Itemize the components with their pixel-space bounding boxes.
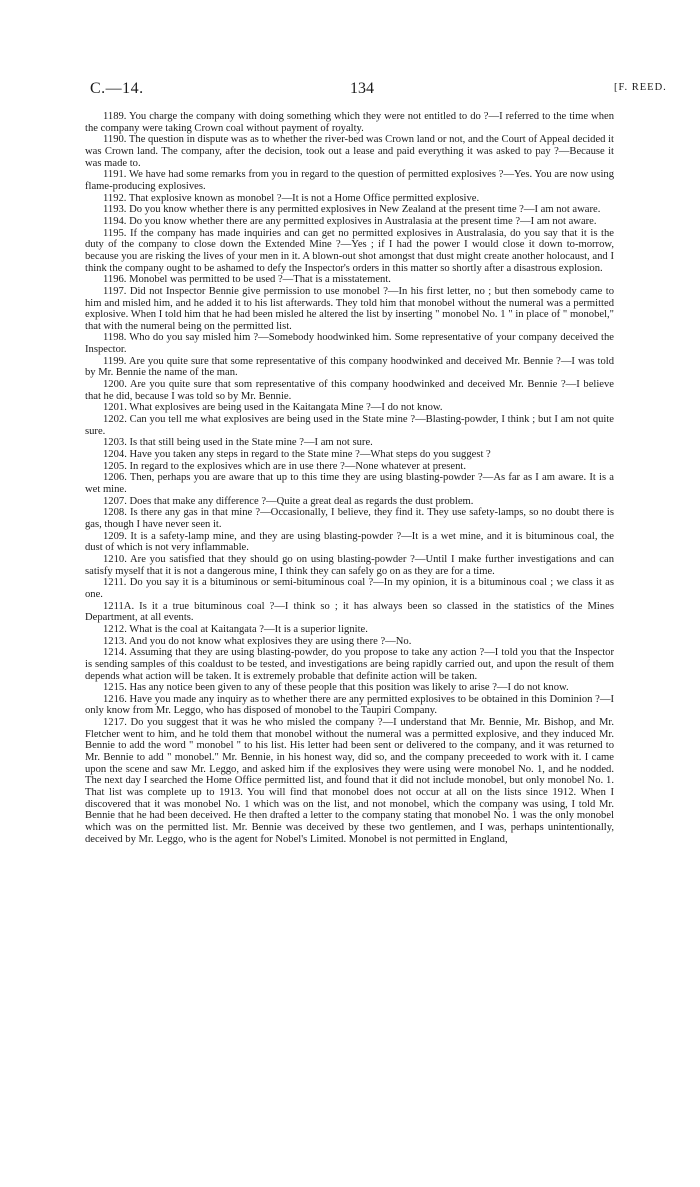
paragraph: 1201. What explosives are being used in the Kaitangata Mine ?—I do not know.	[103, 402, 443, 414]
paragraph: 1194. Do you know whether there are any permitted explosives in Australasia at the present time ?—I am not aware.	[103, 215, 597, 227]
paragraph: 1193. Do you know whether there is any permitted explosives in New Zealand at the present time ?—I am not aware.	[103, 204, 601, 216]
paragraph: 1205. In regard to the explosives which are in use there ?—None whatever at present.	[103, 460, 467, 472]
paragraph: 1199. Are you quite sure that some representative of this company hoodwinked and deceived Mr. Bennie ?—I was told by Mr. Bennie the name of the man.	[85, 355, 614, 379]
paragraph: 1216. Have you made any inquiry as to whether there are any permitted explosives to be obtained in this Dominion ?—I only know from Mr. Leggo, who has disposed of monobel to the Taupiri Company.	[85, 693, 614, 717]
paragraph: 1208. Is there any gas in that mine ?—Occasionally, I believe, they find it. They use safety-lamps, so no doubt there is gas, though I have never seen it.	[85, 507, 614, 530]
paragraph: 1211. Do you say it is a bituminous or semi-bituminous coal ?—In my opinion, it is a bituminous coal ; we class it as one.	[85, 577, 614, 600]
paragraph: 1207. Does that make any difference ?—Quite a great deal as regards the dust problem.	[103, 495, 474, 507]
paragraph: 1192. That explosive known as monobel ?—It is not a Home Office permitted explosive.	[103, 192, 480, 204]
paragraph: 1206. Then, perhaps you are aware that up to this time they are using blasting-powder ?—As far as I am aware. It is a wet mine.	[85, 472, 614, 495]
paragraph: 1215. Has any notice been given to any of these people that this position was likely to arise ?—I do not know.	[103, 682, 569, 694]
page-number: 134	[350, 80, 374, 97]
paragraph: 1217. Do you suggest that it was he who misled the company ?—I understand that Mr. Bennie, Mr. Bishop, and Mr. Fletcher went to him, and he told them that monobel without the numeral was a permitted explosive, and they induced Mr. Bennie to add the word " monobel " to his list. His letter had been sent or delivered to the company, and it was returned to Mr. Bennie to add " monobel." Mr. Bennie, in his honest way, did so, and the company preceeded to work with it. I came upon the scene and saw Mr. Leggo, and asked him if the explosives they were using were monobel No. 1, and he nodded. The next day I searched the Home Office permitted list, and found that it did not include monobel, but only monobel No. 1. That list was complete up to 1913. You will find that monobel does not occur at all on the lists since 1912. When I discovered that it was monobel No. 1 which was on the list, and not monobel, which the company was using, I told Mr. Bennie that he had been deceived. He then drafted a letter to the company stating that monobel No. 1 was the only monobel which was on the permitted list. Mr. Bennie was deceived by these two gentlemen, and I was, perhaps unintentionally, deceived by Mr. Leggo, who is the agent for Nobel's Limited. Monobel is not permitted in England,	[85, 717, 614, 845]
paragraph: 1203. Is that still being used in the State mine ?—I am not sure.	[103, 437, 373, 449]
evidence-text	[85, 111, 614, 845]
paragraph: 1197. Did not Inspector Bennie give permission to use monobel ?—In his first letter, no ; but then somebody came to him and misled him, and he added it to his list afterwards. They told him that monobel without the numeral was a permitted explosive. When I told him that he had been misled he altered the list by inserting " monobel No. 1 " in place of " monobel," that with the numeral being on the permitted list.	[85, 285, 614, 332]
paragraph: 1204. Have you taken any steps in regard to the State mine ?—What steps do you suggest ?	[103, 449, 491, 461]
paragraph: 1211A. Is it a true bituminous coal ?—I think so ; it has always been so classed in the statistics of the Mines Department, at all events.	[85, 600, 614, 624]
paragraph: 1214. Assuming that they are using blasting-powder, do you propose to take any action ?—I told you that the Inspector is sending samples of this coaldust to be tested, and investigations are being rapidly carried out, and upon the result of them depends what action will be taken. It is extremely probable that definite action will be taken.	[85, 647, 614, 682]
paragraph: 1212. What is the coal at Kaitangata ?—It is a superior lignite.	[103, 623, 368, 635]
paragraph: 1200. Are you quite sure that som representative of this company hoodwinked and deceived Mr. Bennie ?—I believe that he did, because I was told so by Mr. Bennie.	[85, 379, 614, 402]
paragraph: 1195. If the company has made inquiries and can get no permitted explosives in Australasia, do you say that it is the duty of the company to close down the Extended Mine ?—Yes ; if I had the power I would close it down to-morrow, because you are risking the lives of your men in it. A blown-out shot amongst that dust might create another holocaust, and I think the company ought to be ashamed to defy the Inspector's orders in this matter so shortly after a disastrous explosion.	[85, 227, 614, 274]
witness-name: [F. REED.	[614, 82, 667, 93]
paper-reference: C.—14.	[90, 80, 144, 97]
paragraph: 1198. Who do you say misled him ?—Somebody hoodwinked him. Some representative of your company deceived the Inspector.	[85, 332, 614, 356]
paragraph: 1213. And you do not know what explosives they are using there ?—No.	[103, 635, 412, 647]
paragraph: 1202. Can you tell me what explosives are being used in the State mine ?—Blasting-powder, I think ; but I am not quite sure.	[85, 414, 614, 437]
paragraph: 1210. Are you satisfied that they should go on using blasting-powder ?—Until I make further investigations and can satisfy myself that it is not a dangerous mine, I think they can safely go on as they are for a time.	[85, 553, 614, 577]
paragraph: 1189. You charge the company with doing something which they were not entitled to do ?—I referred to the time when the company were taking Crown coal without payment of royalty.	[85, 111, 614, 134]
paragraph: 1190. The question in dispute was as to whether the river-bed was Crown land or not, and the Court of Appeal decided it was Crown land. The company, after the decision, took out a lease and paid everything it was asked to pay ?—Because it was made to.	[85, 134, 614, 169]
paragraph: 1209. It is a safety-lamp mine, and they are using blasting-powder ?—It is a wet mine, and it is bituminous coal, the dust of which is not very inflammable.	[85, 530, 614, 554]
paragraph: 1191. We have had some remarks from you in regard to the question of permitted explosives ?—Yes. You are now using flame-producing explosives.	[85, 169, 614, 192]
paragraph: 1196. Monobel was permitted to be used ?—That is a misstatement.	[103, 274, 391, 286]
